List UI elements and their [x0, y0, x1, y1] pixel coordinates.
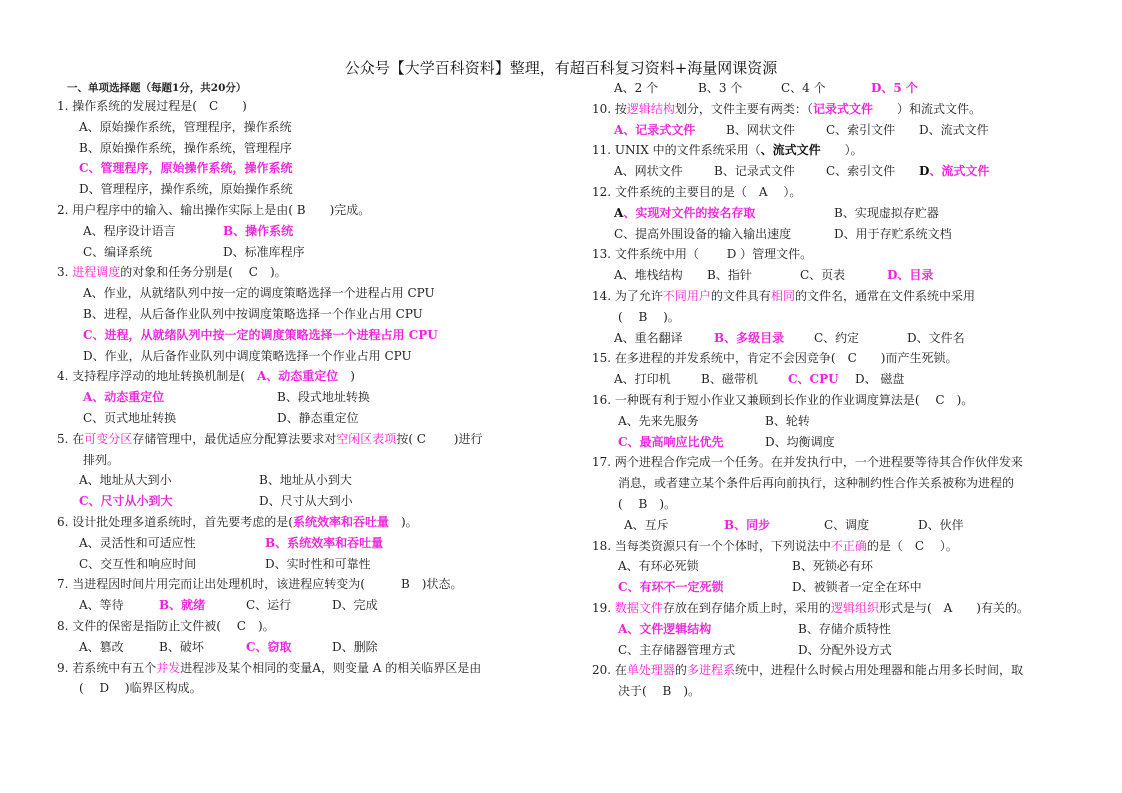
option-answer: C、管理程序，原始操作系统，操作系统 — [79, 161, 293, 176]
left-column: 一、单项选择题（每题1分，共20分） 1. 操作系统的发展过程是( C ) A、原始操作系统，管理程序，操作系统 B、原始操作系统，操作系统，管理程序 C、管理程序，原始操作系统，操作系统 D、管理程序，操作系统，原始操作系统 2. 用户程序中的输入、输出操作实际上是由( B )完成。 A、程序设计语言 B、操作系统 C、编译系统 D、标准库程序 3. 进程调度的对象和任务分别是( C )。 A、作业，从就绪队列中按一定的调度策略选择一个进程占用 CPU B、进程，从后备作业队列中按调度策略选择一个作业占用 CPU C、进程，从就绪队列中按一定的调度策略选择一个进程占用 CPU D、作业，从后备作业队列中调度策略选择一个作业占用 CPU 4. 支持程序浮动的地址转换机制是( A、动态重定位 ) A、动态重定位 B、段式地址转换 C、页式地址转换 D、静态重定位 5. 在可变分区存储管理中，最优适应分配算法要求对空闲区表项按( C )进行 排列。 A、地址从大到小 B、地址从小到大 C、尺寸从小到大 D、尺寸从大到小 6. 设计批处理多道系统时，首先要考虑的是(系统效率和吞吐量 )。 A、灵活性和可适应性 B、系统效率和吞吐量 C、交互性和响应时间 D、实时性和可靠性 7. 当进程因时间片用完而让出处理机时，该进程应转变为( B )状态。 A、等待 B、就绪 C、运行 D、完成 8. 文件的保密是指防止文件被( C )。 A、篡改 B、破坏 C、窃取 D、删除 9. 若系统中有五个并发进程涉及某个相同的变量A，则变量 A 的相关临界区是由 ( D )临界区构成。 — [57, 80, 537, 699]
question-1: 1. 操作系统的发展过程是( C ) — [57, 99, 247, 113]
question-5: 5. 在可变分区存储管理中，最优适应分配算法要求对空闲区表项按( C )进行 — [57, 431, 483, 446]
option: B、地址从小到大 — [259, 473, 352, 488]
option: D、静态重定位 — [277, 410, 359, 425]
question-18: 18. 当每类资源只有一个个体时，下列说法中不正确的是（ C ）。 — [592, 538, 958, 553]
option: D、实时性和可靠性 — [265, 556, 371, 571]
question-2: 2. 用户程序中的输入、输出操作实际上是由( B )完成。 — [57, 202, 371, 217]
option: A、地址从大到小 — [79, 473, 172, 488]
question-11: 11. UNIX 中的文件系统采用（、流式文件 ）。 — [592, 143, 863, 158]
option: B、进程，从后备作业队列中按调度策略选择一个作业占用 CPU — [83, 306, 423, 321]
option: B、段式地址转换 — [277, 390, 370, 405]
question-10: 10. 按逻辑结构划分，文件主要有两类：（记录式文件 ）和流式文件。 — [592, 101, 981, 116]
section-title: 一、单项选择题（每题1分，共20分） — [67, 82, 247, 94]
question-14: 14. 为了允许不同用户的文件具有相同的文件名，通常在文件系统中采用 — [592, 288, 975, 303]
question-8: 8. 文件的保密是指防止文件被( C )。 — [57, 618, 275, 633]
question-15: 15. 在多进程的并发系统中，肯定不会因竞争( C )而产生死锁。 — [592, 351, 958, 366]
option: A、灵活性和可适应性 — [79, 535, 196, 550]
question-6: 6. 设计批处理多道系统时，首先要考虑的是(系统效率和吞吐量 )。 — [57, 514, 418, 529]
option: C、编译系统 — [83, 244, 153, 259]
question-13: 13. 文件系统中用（ D ）管理文件。 — [592, 247, 813, 262]
question-4: 4. 支持程序浮动的地址转换机制是( A、动态重定位 ) — [57, 369, 355, 384]
keyword: 进程调度 — [72, 265, 121, 280]
page-title: 公众号【大学百科资料】整理，有超百科复习资料+海量网课资源 — [344, 59, 778, 77]
option-answer: C、尺寸从小到大 — [79, 494, 173, 509]
option: C、页式地址转换 — [83, 410, 177, 425]
option: D、作业，从后备作业队列中调度策略选择一个作业占用 CPU — [83, 348, 412, 363]
option: A、作业，从就绪队列中按一定的调度策略选择一个进程占用 CPU — [83, 286, 435, 301]
option: D、尺寸从大到小 — [259, 494, 353, 509]
question-12: 12. 文件系统的主要目的是（ A ）。 — [592, 184, 802, 199]
question-20: 20. 在单处理器的多进程系统中，进程什么时候占用处理器和能占用多长时间，取 — [592, 663, 1023, 678]
option-answer: B、操作系统 — [223, 223, 294, 238]
option: B、原始操作系统，操作系统，管理程序 — [79, 140, 292, 155]
option-answer: B、系统效率和吞吐量 — [265, 535, 384, 550]
question-3: 3. 进程调度的对象和任务分别是( C )。 — [57, 265, 287, 280]
question-16: 16. 一种既有利于短小作业又兼顾到长作业的作业调度算法是( C )。 — [592, 392, 974, 407]
option: D、标准库程序 — [223, 244, 305, 259]
question-17: 17. 两个进程合作完成一个任务。在并发执行中，一个进程要等待其合作伙伴发来 — [592, 455, 1023, 470]
question-9: 9. 若系统中有五个并发进程涉及某个相同的变量A，则变量 A 的相关临界区是由 — [57, 660, 482, 675]
question-7: 7. 当进程因时间片用完而让出处理机时，该进程应转变为( B )状态。 — [57, 577, 463, 592]
option: A、原始操作系统，管理程序，操作系统 — [79, 119, 292, 134]
option-answer: C、进程，从就绪队列中按一定的调度策略选择一个进程占用 CPU — [83, 327, 438, 342]
option-answer: A、动态重定位 — [83, 390, 165, 405]
option: D、管理程序，操作系统，原始操作系统 — [79, 182, 293, 197]
answer: A、动态重定位 — [256, 369, 339, 384]
right-column: A、2 个 B、3 个 C、4 个 D、5 个 10. 按逻辑结构划分，文件主要有两类：（记录式文件 ）和流式文件。 A、记录式文件 B、网状文件 C、索引文件 D、流式文件 11. UNIX 中的文件系统采用（、流式文件 ）。 A、网状文件 B、记录式文件 C、索引文件 D、流式文件 12. 文件系统的主要目的是（ A ）。 A、实现对文件的按名存取 B、实现虚拟存贮器 C、提高外围设备的输入输出速度 D、用于存贮系统文档 13. 文件系统中用（ D ）管理文件。 A、堆栈结构 B、指针 C、页表 D、目录 14. 为了允许不同用户的文件具有相同的文件名，通常在文件系统中采用 ( B )。 A、重名翻译 B、多级目录 C、约定 D、文件名 15. 在多进程的并发系统中，肯定不会因竞争( C )而产生死锁。 A、打印机 B、磁带机 C、CPU D、 磁盘 16. 一种既有利于短小作业又兼顾到长作业的作业调度算法是( C )。 A、先来先服务 B、轮转 C、最高响应比优先 D、均衡调度 17. 两个进程合作完成一个任务。在并发执行中，一个进程要等待其合作伙伴发来 消息，或者建立某个条件后再向前执行，这种制约性合作关系被称为进程的 ( B )。 A、互斥 B、同步 C、调度 D、伙伴 18. 当每类资源只有一个个体时，下列说法中不正确的是（ C ）。 A、有环必死锁 B、死锁必有环 C、有环不一定死锁 D、被锁者一定全在环中 19. 数据文件存放在到存储介质上时，采用的逻辑组织形式是与( A )有关的。 A、文件逻辑结构 B、存储介质特性 C、主存储器管理方式 D、分配外设方式 20. 在单处理器的多进程系统中，进程什么时候占用处理器和能占用多长时间，取 决于( B )。 — [592, 78, 1072, 702]
question-19: 19. 数据文件存放在到存储介质上时，采用的逻辑组织形式是与( A )有关的。 — [592, 600, 1029, 615]
option: C、交互性和响应时间 — [79, 556, 197, 571]
option: A、程序设计语言 — [83, 223, 176, 238]
